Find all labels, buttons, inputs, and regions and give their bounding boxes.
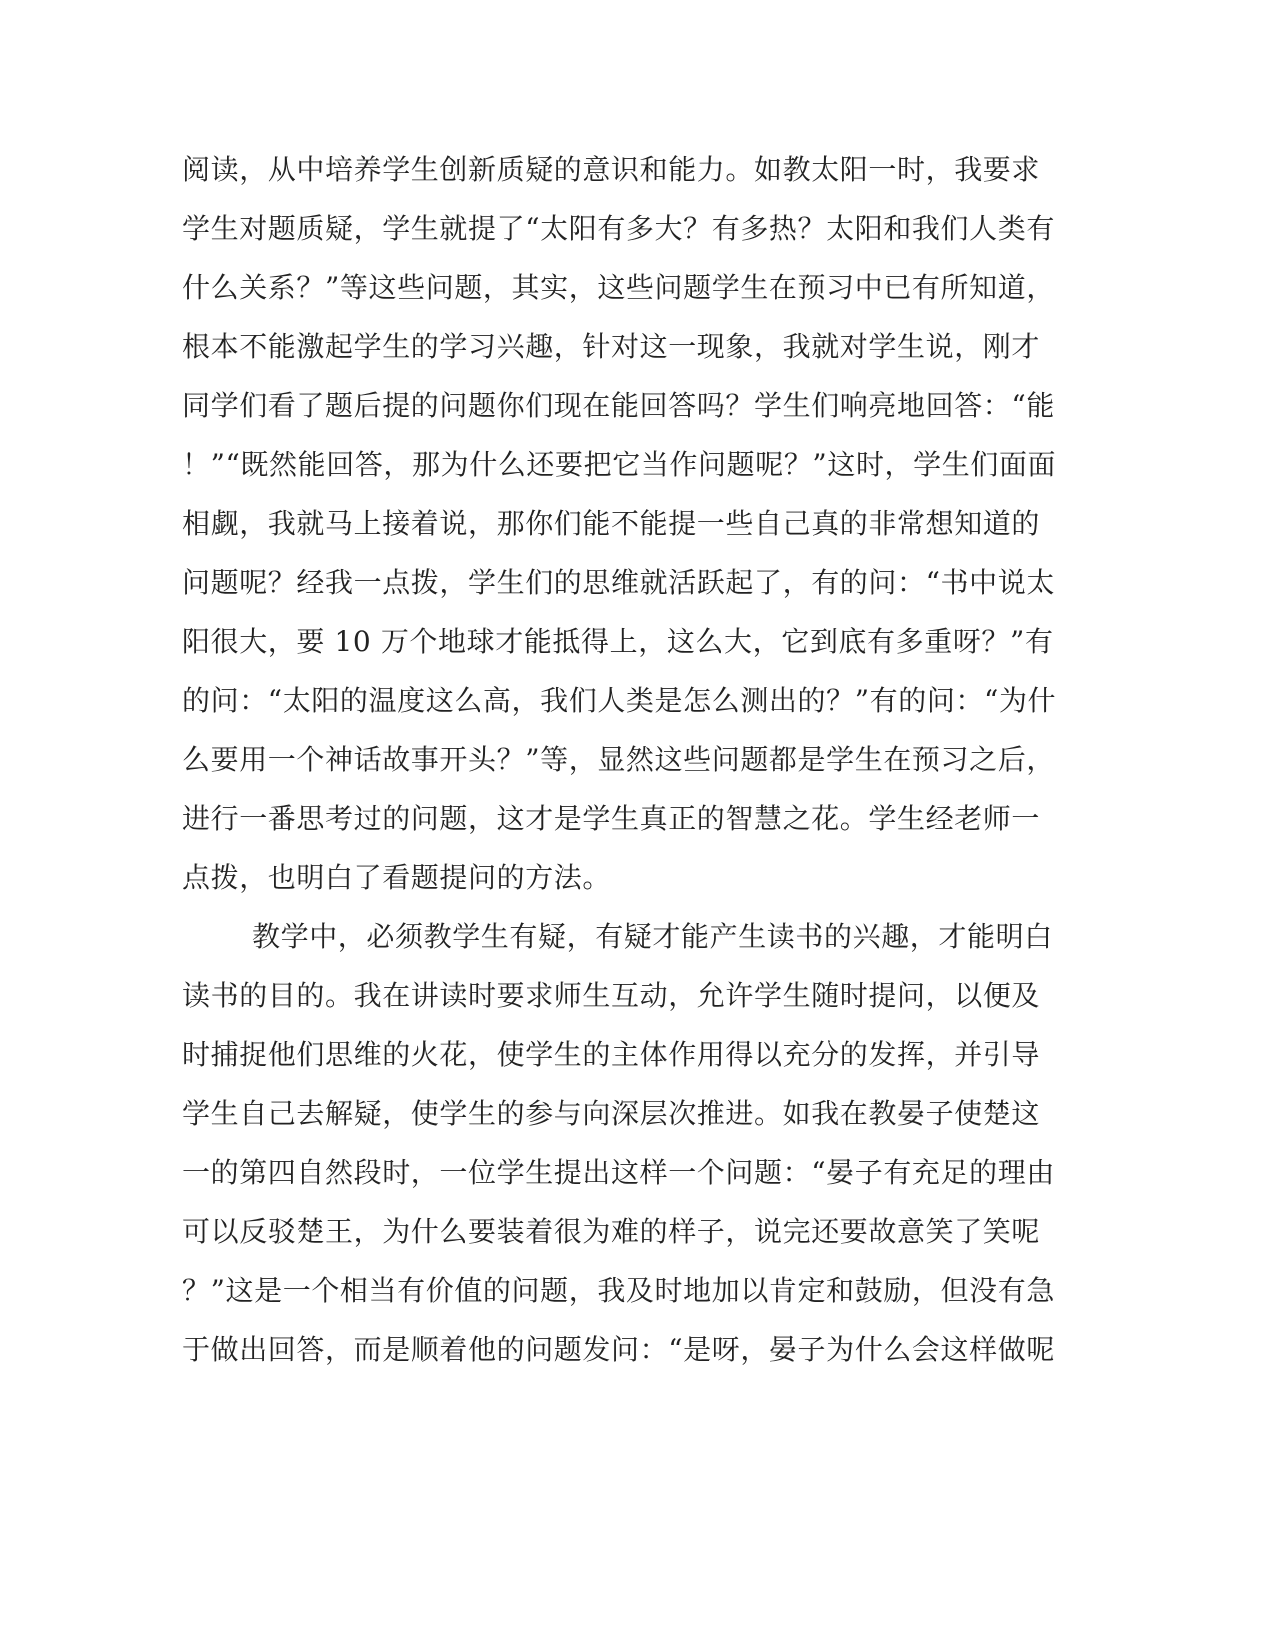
text-line: 阳很大，要 10 万个地球才能抵得上，这么大，它到底有多重呀？”有 xyxy=(182,625,1054,658)
text-line: 学生对题质疑，学生就提了“太阳有多大？有多热？太阳和我们人类有 xyxy=(182,212,1055,245)
text-line: 么要用一个神话故事开头？”等，显然这些问题都是学生在预习之后， xyxy=(182,743,1055,776)
text-line: ！”“既然能回答，那为什么还要把它当作问题呢？”这时，学生们面面 xyxy=(182,448,1057,481)
text-line: 读书的目的。我在讲读时要求师生互动，允许学生随时提问，以便及 xyxy=(182,979,1041,1012)
text-line: 根本不能激起学生的学习兴趣，针对这一现象，我就对学生说，刚才 xyxy=(182,330,1041,363)
text-line: 阅读，从中培养学生创新质疑的意识和能力。如教太阳一时，我要求 xyxy=(182,153,1041,186)
paragraph-1 xyxy=(182,140,1057,907)
text-line: 于做出回答，而是顺着他的问题发问：“是呀，晏子为什么会这样做呢 xyxy=(182,1333,1055,1366)
text-line: ？”这是一个相当有价值的问题，我及时地加以肯定和鼓励，但没有急 xyxy=(182,1274,1055,1307)
body-text xyxy=(182,140,1057,1379)
text-line: 进行一番思考过的问题，这才是学生真正的智慧之花。学生经老师一 xyxy=(182,802,1041,835)
text-line: 什么关系？”等这些问题，其实，这些问题学生在预习中已有所知道， xyxy=(182,271,1055,304)
text-line: 可以反驳楚王，为什么要装着很为难的样子，说完还要故意笑了笑呢 xyxy=(182,1215,1041,1248)
text-line: 学生自己去解疑，使学生的参与向深层次推进。如我在教晏子使楚这 xyxy=(182,1097,1041,1130)
text-line: 教学中，必须教学生有疑，有疑才能产生读书的兴趣，才能明白 xyxy=(252,920,1053,953)
text-line: 一的第四自然段时，一位学生提出这样一个问题：“晏子有充足的理由 xyxy=(182,1156,1055,1189)
text-line: 问题呢？经我一点拨，学生们的思维就活跃起了，有的问：“书中说太 xyxy=(182,566,1055,599)
text-line: 相觑，我就马上接着说，那你们能不能提一些自己真的非常想知道的 xyxy=(182,507,1041,540)
paragraph-2 xyxy=(182,907,1055,1379)
text-line: 的问：“太阳的温度这么高，我们人类是怎么测出的？”有的问：“为什 xyxy=(182,684,1057,717)
text-line: 同学们看了题后提的问题你们现在能回答吗？学生们响亮地回答：“能 xyxy=(182,389,1055,422)
text-line: 点拨，也明白了看题提问的方法。 xyxy=(182,861,612,894)
text-line: 时捕捉他们思维的火花，使学生的主体作用得以充分的发挥，并引导 xyxy=(182,1038,1041,1071)
